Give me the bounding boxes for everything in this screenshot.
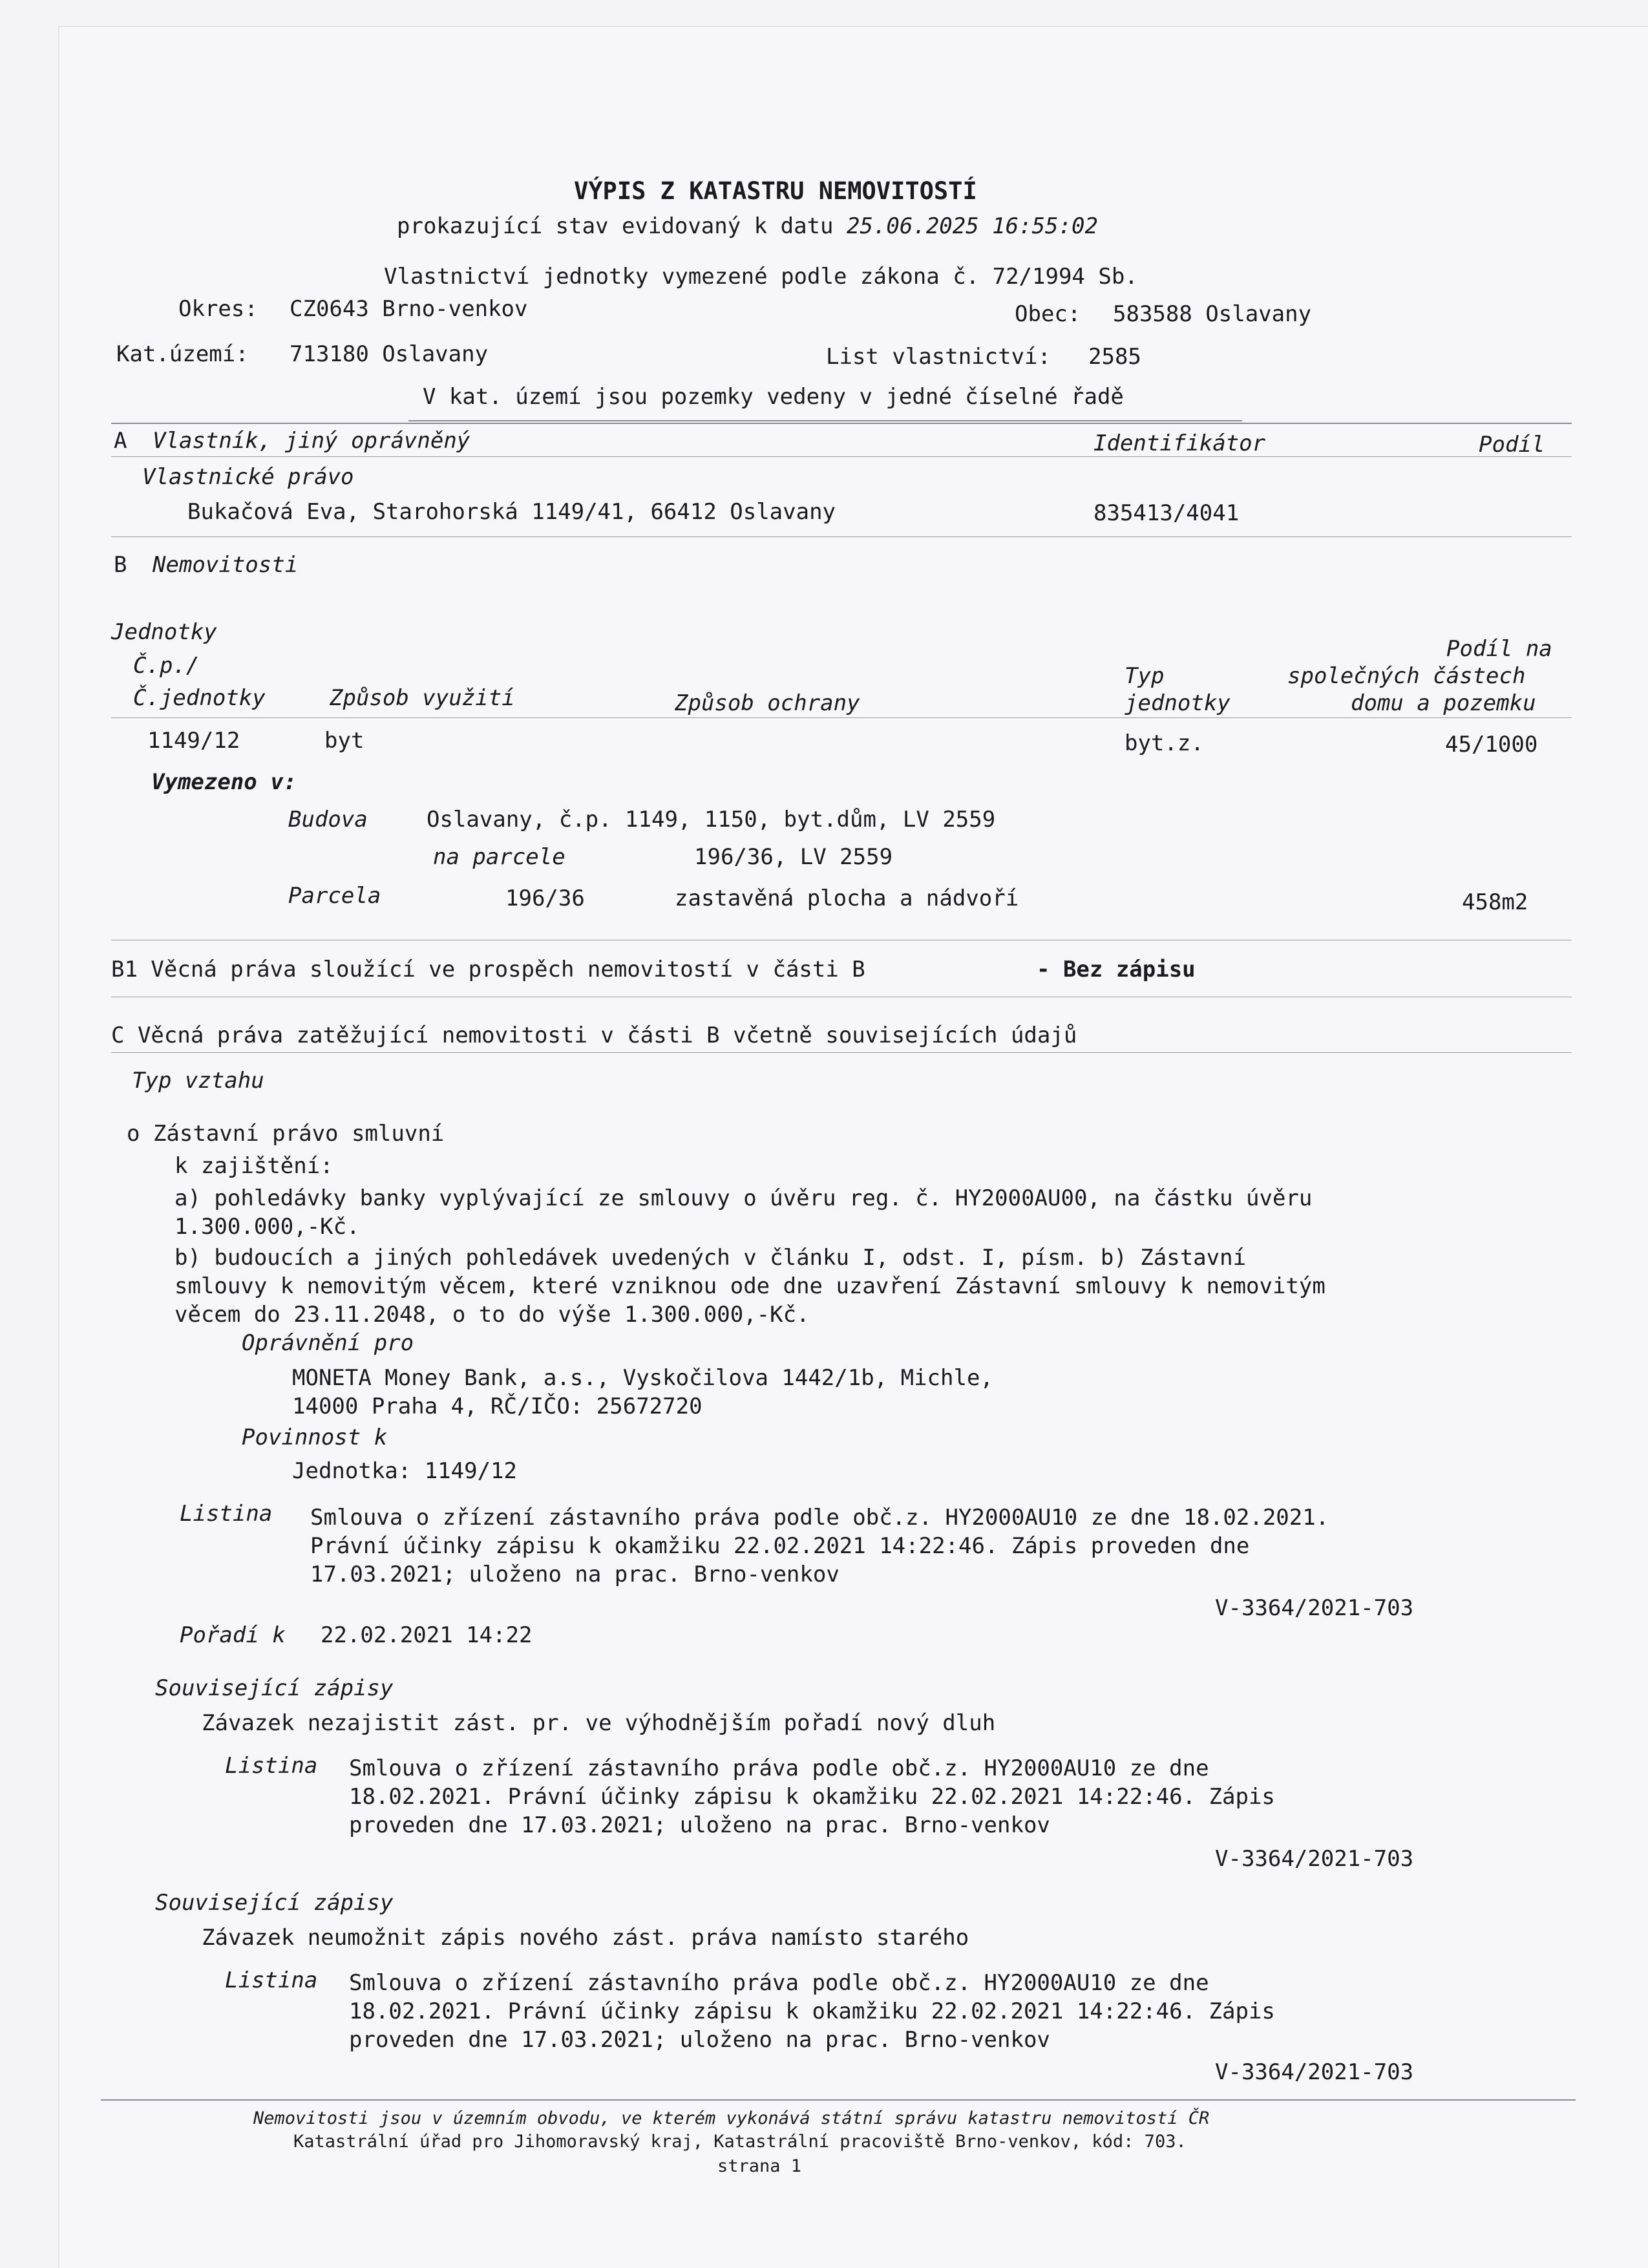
- col-share: Podíl: [1479, 432, 1545, 458]
- okres-value: CZ0643 Brno-venkov: [290, 296, 528, 322]
- col-type-1: Typ: [1125, 663, 1165, 689]
- ownership-right-label: Vlastnické právo: [142, 464, 354, 490]
- listina-line-3: 17.03.2021; uloženo na prac. Brno-venkov: [310, 1562, 840, 1587]
- page-number: strana 1: [717, 2156, 802, 2176]
- obec-value: 583588 Oslavany: [1113, 301, 1312, 327]
- section-c-header-line: [111, 1052, 1572, 1053]
- subtitle-date: 25.06.2025 16:55:02: [847, 213, 1098, 239]
- related-listina-1-line-1: Smlouva o zřízení zástavního práva podle obč.z. HY2000AU10 ze dne: [349, 1755, 1209, 1781]
- lien-entry-title: o Zástavní právo smluvní: [127, 1121, 445, 1147]
- related-entry-title-2: Závazek neumožnit zápis nového zást. práva namísto starého: [202, 1925, 969, 1951]
- parcel-label: Parcela: [288, 883, 381, 909]
- related-listina-1-line-2: 18.02.2021. Právní účinky zápisu k okamžiku 22.02.2021 14:22:46. Zápis: [349, 1784, 1275, 1810]
- col-protection: Způsob ochrany: [675, 690, 860, 716]
- col-use: Způsob využití: [330, 685, 515, 711]
- section-b1-value: - Bez zápisu: [1037, 957, 1196, 982]
- footer-divider: [101, 2099, 1576, 2101]
- unit-number: 1149/12: [147, 728, 240, 754]
- col-relation-type: Typ vztahu: [132, 1068, 264, 1094]
- listina-line-1: Smlouva o zřízení zástavního práva podle obč.z. HY2000AU10 ze dne 18.02.2021.: [310, 1505, 1329, 1531]
- owner-name: Bukačová Eva, Starohorská 1149/41, 66412 Oslavany: [187, 499, 836, 525]
- section-b-top-line: [111, 536, 1572, 537]
- col-type-2: jednotky: [1125, 690, 1231, 716]
- secures-label: k zajištění:: [174, 1153, 333, 1179]
- entitled-label: Oprávnění pro: [242, 1330, 414, 1356]
- defined-in-label: Vymezeno v:: [151, 769, 297, 795]
- related-listina-1-reference: V-3364/2021-703: [1215, 1846, 1414, 1872]
- entitled-line-2: 14000 Praha 4, RČ/IČO: 25672720: [292, 1394, 703, 1419]
- related-listina-2-line-1: Smlouva o zřízení zástavního práva podle obč.z. HY2000AU10 ze dne: [349, 1970, 1209, 1996]
- footer-line-1: Nemovitosti jsou v územním obvodu, ve kterém vykonává státní správu katastru nemovitostí ČR: [253, 2108, 1210, 2128]
- subtitle-prefix: prokazující stav evidovaný k datu: [397, 213, 834, 239]
- col-unit-no: Č.jednotky: [133, 685, 266, 711]
- item-b-line-1: b) budoucích a jiných pohledávek uvedených v článku I, odst. I, písm. b) Zástavní: [174, 1245, 1247, 1271]
- header-divider: [408, 420, 1242, 421]
- related-listina-label-1: Listina: [225, 1753, 318, 1779]
- units-header-line: [111, 717, 1572, 718]
- item-a-line-2: 1.300.000,-Kč.: [174, 1214, 360, 1240]
- section-a-top-line: [111, 423, 1572, 424]
- related-entry-title-1: Závazek nezajistit zást. pr. ve výhodnějším pořadí nový dluh: [202, 1710, 996, 1736]
- item-b-line-3: věcem do 23.11.2048, o to do výše 1.300.000,-Kč.: [174, 1302, 810, 1328]
- section-a-header-line: [111, 456, 1572, 457]
- lv-value: 2585: [1088, 344, 1141, 370]
- listina-label: Listina: [180, 1501, 273, 1527]
- related-listina-2-line-2: 18.02.2021. Právní účinky zápisu k okamžiku 22.02.2021 14:22:46. Zápis: [349, 1998, 1275, 2024]
- on-parcel-label: na parcele: [433, 844, 565, 870]
- unit-type: byt.z.: [1125, 730, 1204, 756]
- col-share-3: domu a pozemku: [1351, 690, 1536, 716]
- parcel-area: 458m2: [1462, 889, 1528, 915]
- owner-identifier: 835413/4041: [1093, 500, 1240, 526]
- document-subtitle: [397, 212, 1098, 240]
- obliged-value: Jednotka: 1149/12: [292, 1458, 517, 1484]
- section-a-title: Vlastník, jiný oprávněný: [153, 428, 470, 454]
- okres-label: Okres:: [178, 296, 258, 322]
- item-a-line-1: a) pohledávky banky vyplývající ze smlouvy o úvěru reg. č. HY2000AU00, na částku úvěru: [174, 1185, 1313, 1211]
- unit-share: 45/1000: [1445, 732, 1538, 758]
- listina-reference: V-3364/2021-703: [1215, 1595, 1414, 1621]
- parcel-type: zastavěná plocha a nádvoří: [675, 885, 1019, 911]
- order-value: 22.02.2021 14:22: [321, 1622, 533, 1648]
- order-label: Pořadí k: [180, 1622, 286, 1648]
- lv-label: List vlastnictví:: [826, 344, 1051, 370]
- item-b-line-2: smlouvy k nemovitým věcem, které vzniknou ode dne uzavření Zástavní smlouvy k nemovitým: [174, 1273, 1326, 1299]
- kat-value: 713180 Oslavany: [290, 341, 489, 367]
- col-cp: Č.p./: [133, 653, 200, 679]
- related-entries-label-2: Související zápisy: [155, 1890, 394, 1916]
- document-title: VÝPIS Z KATASTRU NEMOVITOSTÍ: [574, 177, 977, 205]
- col-identifier: Identifikátor: [1093, 430, 1266, 456]
- related-listina-2-reference: V-3364/2021-703: [1215, 2059, 1414, 2085]
- related-entries-label-1: Související zápisy: [155, 1675, 394, 1701]
- section-b-code: B: [114, 552, 127, 578]
- footer-line-2: Katastrální úřad pro Jihomoravský kraj, Katastrální pracoviště Brno-venkov, kód: 703.: [293, 2132, 1187, 2152]
- listina-line-2: Právní účinky zápisu k okamžiku 22.02.2021 14:22:46. Zápis proveden dne: [310, 1533, 1250, 1559]
- section-c-title: C Věcná práva zatěžující nemovitosti v části B včetně souvisejících údajů: [111, 1023, 1077, 1048]
- col-share-2: společných částech: [1287, 663, 1526, 689]
- units-label: Jednotky: [111, 619, 217, 645]
- section-a-code: A: [114, 428, 127, 454]
- obec-label: Obec:: [1015, 301, 1081, 327]
- on-parcel-value: 196/36, LV 2559: [694, 844, 893, 870]
- law-line: Vlastnictví jednotky vymezené podle zákona č. 72/1994 Sb.: [384, 264, 1138, 290]
- unit-use: byt: [324, 728, 364, 754]
- building-label: Budova: [288, 807, 368, 832]
- entitled-line-1: MONETA Money Bank, a.s., Vyskočilova 1442/1b, Michle,: [292, 1365, 993, 1391]
- related-listina-2-line-3: proveden dne 17.03.2021; uloženo na prac. Brno-venkov: [349, 2027, 1050, 2053]
- building-value: Oslavany, č.p. 1149, 1150, byt.dům, LV 2559: [427, 807, 996, 832]
- obliged-label: Povinnost k: [242, 1425, 388, 1450]
- section-b-title: Nemovitosti: [153, 552, 299, 578]
- series-note: V kat. území jsou pozemky vedeny v jedné číselné řadě: [423, 384, 1124, 410]
- kat-label: Kat.území:: [116, 341, 249, 367]
- section-b1-title: B1 Věcná práva sloužící ve prospěch nemovitostí v části B: [111, 957, 865, 982]
- related-listina-label-2: Listina: [225, 1967, 318, 1993]
- col-share-1: Podíl na: [1446, 636, 1552, 662]
- related-listina-1-line-3: proveden dne 17.03.2021; uloženo na prac. Brno-venkov: [349, 1812, 1050, 1838]
- parcel-number: 196/36: [505, 885, 585, 911]
